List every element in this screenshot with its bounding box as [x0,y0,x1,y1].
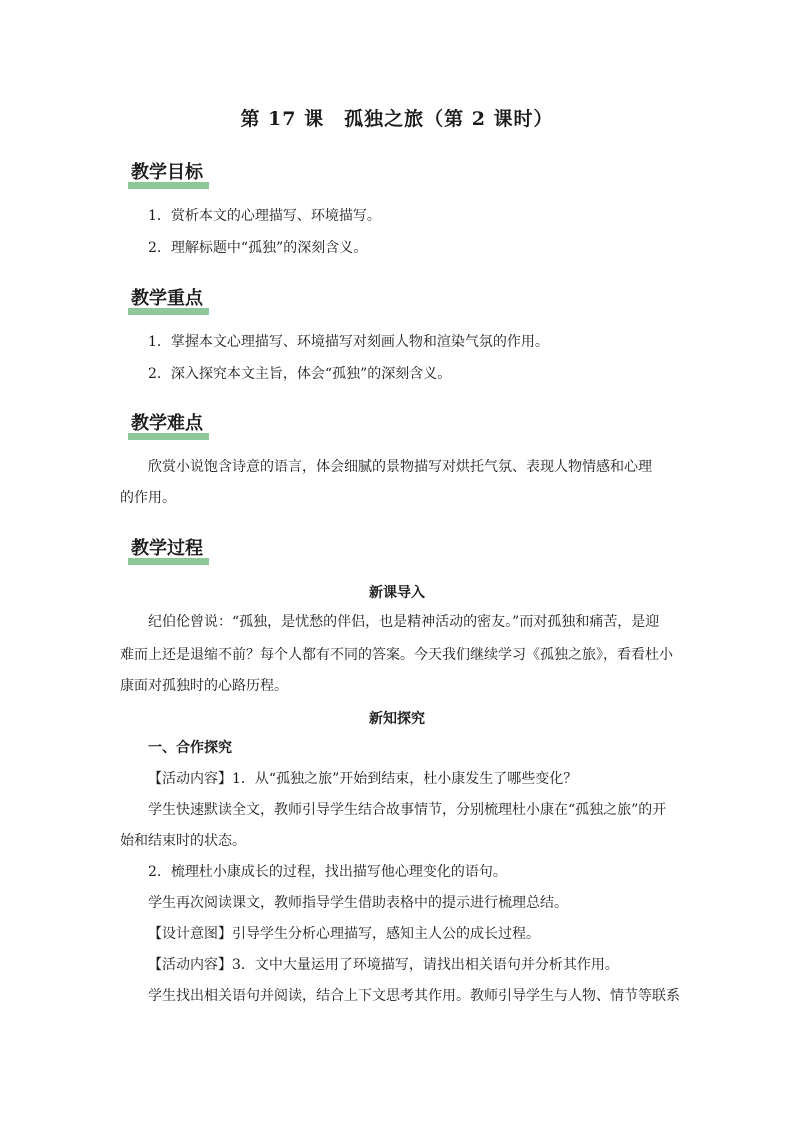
activity-line: 学生快速默读全文，教师引导学生结合故事情节，分别梳理杜小康在“孤独之旅”的开 [148,802,667,818]
section-heading-process: 教学过程 [128,538,209,562]
explore-heading: 新知探究 [369,711,425,727]
lesson-title: 第 17 课 孤独之旅（第 2 课时） [240,108,554,130]
difficulty-line: 的作用。 [120,490,176,506]
activity-line: 【活动内容】3．文中大量运用了环境描写，请找出相关语句并分析其作用。 [148,957,619,973]
intro-line: 纪伯伦曾说：“孤独，是忧愁的伴侣，也是精神活动的密友。”而对孤独和痛苦，是迎 [148,614,660,630]
objective-item: 1．赏析本文的心理描写、环境描写。 [148,208,381,224]
cooperative-inquiry-heading: 一、合作探究 [148,740,232,756]
key-point-item: 1．掌握本文心理描写、环境描写对刻画人物和渲染气氛的作用。 [148,334,549,350]
activity-line: 始和结束时的状态。 [120,833,246,849]
activity-line: 学生再次阅读课文，教师指导学生借助表格中的提示进行梳理总结。 [148,895,568,911]
intro-line: 难而上还是退缩不前？每个人都有不同的答案。今天我们继续学习《孤独之旅》，看看杜小 [120,647,673,663]
intro-heading: 新课导入 [369,585,425,601]
key-point-item: 2．深入探究本文主旨，体会“孤独”的深刻含义。 [148,366,452,382]
section-heading-difficulties: 教学难点 [128,413,209,437]
activity-line: 2．梳理杜小康成长的过程，找出描写他心理变化的语句。 [148,864,507,880]
activity-line: 学生找出相关语句并阅读，结合上下文思考其作用。教师引导学生与人物、情节等联系 [148,988,680,1004]
section-heading-key-points: 教学重点 [128,288,209,312]
activity-line: 【设计意图】引导学生分析心理描写，感知主人公的成长过程。 [148,926,540,942]
section-heading-objectives: 教学目标 [128,162,209,186]
difficulty-line: 欣赏小说饱含诗意的语言，体会细腻的景物描写对烘托气氛、表现人物情感和心理 [148,459,652,475]
activity-line: 【活动内容】1．从“孤独之旅”开始到结束，杜小康发生了哪些变化？ [148,771,578,787]
objective-item: 2．理解标题中“孤独”的深刻含义。 [148,240,368,256]
intro-line: 康面对孤独时的心路历程。 [120,678,288,694]
